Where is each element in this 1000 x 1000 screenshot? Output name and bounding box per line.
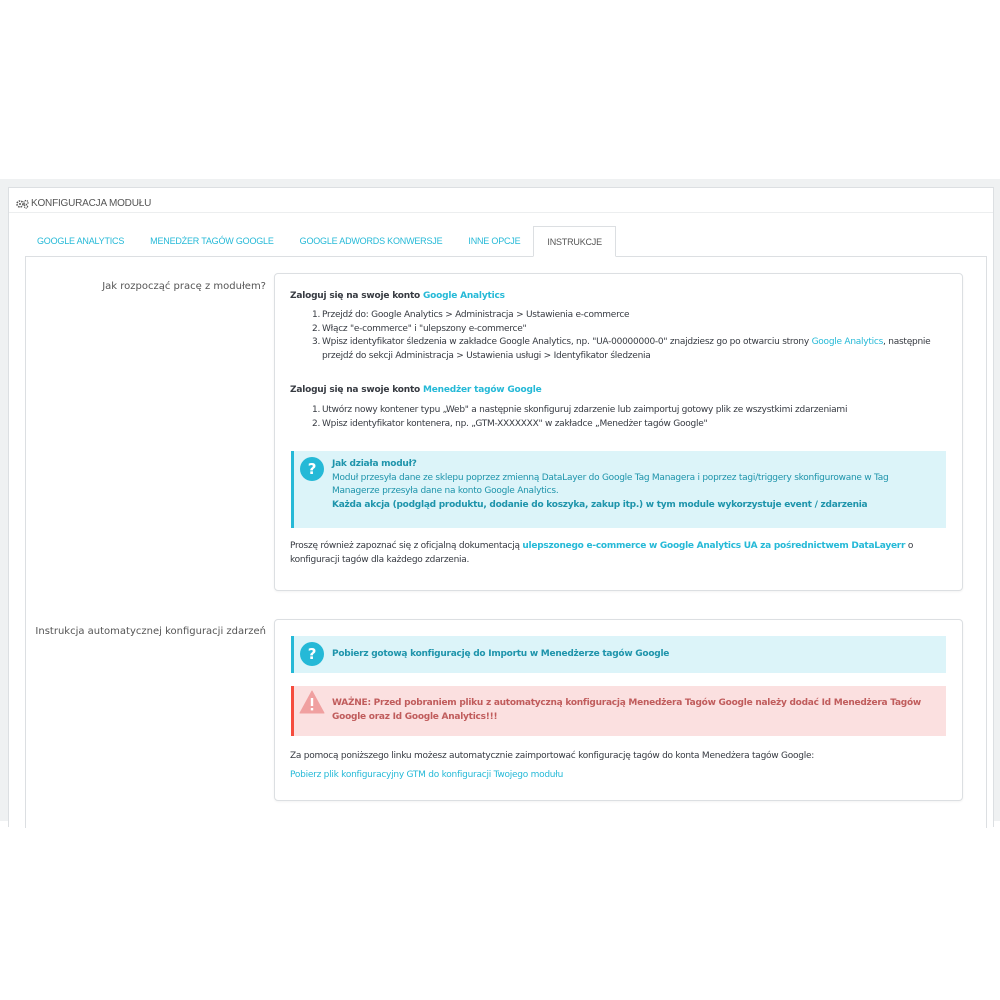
info-title: Jak działa moduł? (332, 459, 417, 469)
gtm-heading: Zaloguj się na swoje konto Menedżer tagów Google (290, 385, 542, 395)
getting-started-box (274, 273, 963, 591)
ga-link[interactable]: Google Analytics (811, 337, 884, 347)
module-config-panel (8, 187, 994, 827)
tab-adwords[interactable]: GOOGLE ADWORDS KONWERSJE (299, 236, 443, 246)
svg-text:?: ? (307, 460, 317, 478)
gears-icon (16, 199, 28, 209)
ga-heading: Zaloguj się na swoje konto Google Analytics (290, 291, 505, 301)
tab-gtm[interactable]: MENEDŻER TAGÓW GOOGLE (150, 236, 274, 246)
list-item: 1. Przejdź do: Google Analytics > Administracja > Ustawienia e-commerce (312, 310, 630, 320)
list-item: 2. Włącz "e-commerce" i "ulepszony e-commerce" (312, 323, 527, 334)
tab-google-analytics[interactable]: GOOGLE ANALYTICS (37, 236, 125, 246)
tab-content (25, 256, 987, 828)
warning-icon (299, 690, 325, 720)
documentation-link[interactable]: ulepszonego e-commerce w Google Analytics UA za pośrednictwem DataLayerr (522, 541, 906, 551)
info-line3: Każda akcja (podgląd produktu, dodanie do koszyka, zakup itp.) w tym module wykorzystuje event / zdarzenia (332, 499, 868, 510)
download-info-text: Pobierz gotową konfigurację do Importu w Menedżerze tagów Google (332, 649, 670, 659)
list-item: 1. Utwórz nowy kontener typu „Web" a następnie skonfiguruj zdarzenie lub zaimportuj gotowy plik ze wszystkimi zdarzeniami (312, 405, 848, 415)
info-line1: Moduł przesyła dane ze sklepu poprzez zmienną DataLayer do Google Tag Managera i poprzez tagi/triggery skonfigurowane w Tag (332, 472, 889, 483)
question-icon (300, 642, 324, 672)
panel-title: KONFIGURACJA MODUŁU (31, 198, 152, 209)
auto-config-box (274, 619, 963, 801)
info-line2: Managerze przesyła dane na konto Google Analytics. (332, 486, 559, 496)
tab-instructions[interactable]: INSTRUKCJE (533, 226, 616, 257)
svg-text:?: ? (307, 645, 317, 663)
ga-steps (312, 309, 952, 363)
warning-line1: WAŻNE: Przed pobraniem pliku z automatyczną konfiguracją Menedżera Tagów Google należy dodać Id Menedżera Tagów (332, 698, 922, 708)
tab-bar (24, 226, 616, 256)
section1-label: Jak rozpocząć pracę z modułem? (102, 281, 266, 292)
warning-line2: Google oraz Id Google Analytics!!! (332, 711, 498, 722)
list-item: 3. Wpisz identyfikator śledzenia w zakładce Google Analytics, np. "UA-00000000-0" znajdziesz go po otwarciu strony Google Analytics, następnie przejdź do sekcji Administracja > Ustawienia usługi > Identyfikator śledzenia (312, 337, 931, 361)
list-item: 2. Wpisz identyfikator kontenera, np. „GTM-XXXXXXX" w zakładce „Menedżer tagów Google" (312, 418, 708, 429)
how-it-works-alert (291, 451, 946, 528)
section2-label: Instrukcja automatycznej konfiguracji zdarzeń (35, 626, 266, 637)
documentation-paragraph: Proszę również zapoznać się z oficjalną dokumentacją ulepszonego e-commerce w Google Analytics UA za pośrednictwem DataLayerr o konfiguracji tagów dla każdego zdarzenia. (290, 541, 914, 565)
gtm-steps (312, 404, 952, 431)
tab-other-options[interactable]: INNE OPCJE (468, 236, 521, 246)
panel-heading (9, 188, 993, 213)
download-config-link[interactable]: Pobierz plik konfiguracyjny GTM do konfiguracji Twojego modułu (290, 770, 564, 780)
warning-alert (291, 686, 946, 736)
import-paragraph: Za pomocą poniższego linku możesz automatycznie zaimportować konfigurację tagów do konta Menedżera tagów Google: (290, 751, 815, 761)
download-info-alert (291, 636, 946, 673)
gtm-heading-link[interactable]: Menedżer tagów Google (422, 385, 542, 395)
ga-heading-link[interactable]: Google Analytics (422, 291, 505, 301)
question-icon (300, 457, 324, 487)
